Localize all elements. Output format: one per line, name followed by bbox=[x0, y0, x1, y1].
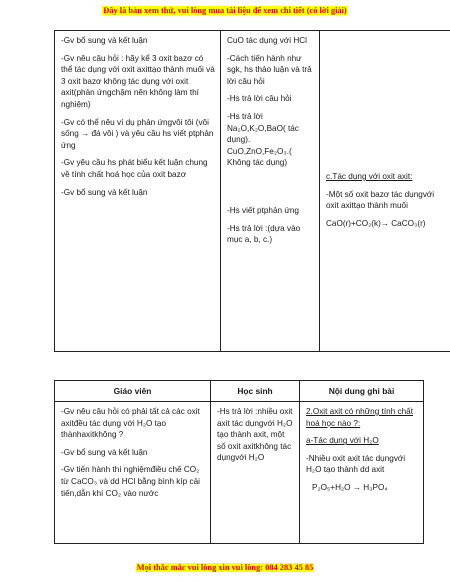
teacher-text: -Gv nêu câu hỏi có phải tất cả các oxit axitđều tác dụng với H₂O tạo thànhaxitkhông ? bbox=[61, 407, 200, 440]
chemical-equation: P₂O₅+H₂O → H₃PO₄ bbox=[312, 482, 388, 492]
table-row bbox=[55, 402, 424, 544]
student-text: -Cách tiến hành như sgk, hs thảo luận và trả lời câu hỏi bbox=[227, 53, 312, 86]
teacher-activity-cell bbox=[55, 31, 221, 352]
student-text: CuO tác dụng với HCl bbox=[227, 36, 307, 45]
lesson-table-1 bbox=[54, 30, 450, 352]
section-heading: 2.Oxit axit có những tính chất hoá học nào ?: bbox=[306, 407, 413, 428]
teacher-activity-cell bbox=[55, 402, 211, 544]
lesson-content-cell bbox=[300, 402, 424, 544]
student-activity-cell bbox=[211, 402, 300, 544]
subsection-heading: a-Tác dụng với H₂O bbox=[306, 436, 379, 446]
header-content: Nội dung ghi bài bbox=[300, 381, 424, 402]
teacher-text: -Gv bổ sung và kết luận bbox=[61, 36, 148, 45]
header-teacher: Giáo viên bbox=[55, 381, 211, 402]
teacher-text: -Gv bổ sung và kết luận bbox=[61, 447, 148, 457]
content-text: -Một số oxit bazơ tác dụngvới oxit axittạo thành muối bbox=[326, 189, 435, 211]
header-student: Học sinh bbox=[211, 381, 300, 402]
table-header-row bbox=[55, 381, 424, 402]
top-preview-banner: Đây là bản xem thử, vui lòng mua tài liệu để xem chi tiết (có lời giải) bbox=[103, 6, 347, 15]
student-text: CuO,ZnO,Fe₂O₃.( bbox=[227, 146, 292, 156]
student-text: -Hs trả lời câu hỏi bbox=[227, 94, 292, 104]
teacher-text: -Gv bổ sung và kết luận bbox=[61, 187, 148, 197]
student-text: -Hs trả lời bbox=[227, 111, 263, 121]
student-text: Không tác dụng) bbox=[227, 158, 288, 168]
table-row bbox=[55, 31, 450, 352]
lesson-content-cell bbox=[320, 31, 450, 352]
content-text: -Nhiều oxit axit tác dụngvới H₂O tạo thành dd axit bbox=[306, 453, 406, 475]
teacher-text: -Gv nêu câu hỏi : hãy kể 3 oxit bazơ có thể tác dụng với oxit axittạo thành muối và 3 oxit bazơ không tác dụng với oxit axit(phản ứngchậm nên không làm thí nghiệm) bbox=[61, 53, 215, 109]
section-heading: c.Tác dụng với oxit axit: bbox=[326, 172, 413, 181]
student-activity-cell bbox=[221, 31, 320, 352]
teacher-text: -Gv có thể nêu ví dụ phản ứngvôi tôi (vôi sống → đá vôi ) và yêu cầu hs viết ptphản ứng bbox=[61, 117, 214, 150]
chemical-equation: CaO(r)+CO₂(k)→ CaCO₃(r) bbox=[326, 218, 426, 228]
student-text: -Hs trả lời :(dựa vào mục a, b, c.) bbox=[227, 223, 301, 245]
student-text: -Hs viết ptphản ứng bbox=[227, 205, 299, 215]
teacher-text: -Gv yêu cầu hs phát biểu kết luận chung về tính chất hoá học của oxit bazơ bbox=[61, 158, 208, 179]
bottom-contact-banner: Mọi thắc mắc vui lòng xin vui lòng: 084 283 45 85 bbox=[136, 563, 314, 572]
teacher-text: -Gv tiến hành thí nghiệmđiều chế CO₂ từ CaCO₃ và dd HCl bằng bình kíp cải tiến,dẫn khí CO₂ vào nước bbox=[61, 465, 200, 498]
lesson-table-2 bbox=[54, 380, 424, 544]
student-text: Na₂O,K₂O,BaO( tác dụng). bbox=[227, 123, 299, 145]
student-text: -Hs trả lời :nhiều oxit axit tác dụngvới H₂O tạo thành axit, một số oxit axitkhông tác dụngvới H₂O bbox=[217, 407, 293, 463]
